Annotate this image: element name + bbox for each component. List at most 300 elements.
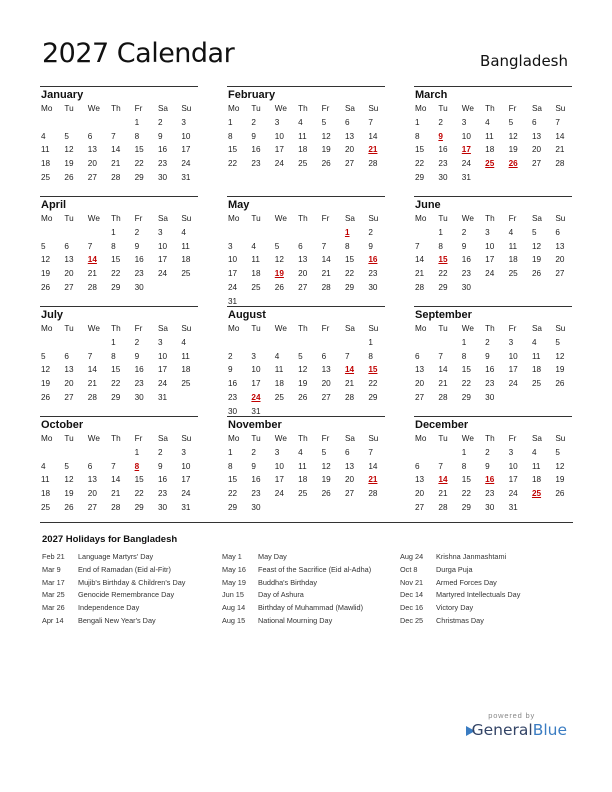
- day-cell: 17: [228, 269, 238, 279]
- day-cell: 10: [181, 461, 191, 471]
- day-cell: 23: [438, 159, 448, 169]
- day-cell: 25: [274, 392, 284, 402]
- month-september: [414, 306, 572, 405]
- holiday-item: [400, 615, 520, 628]
- day-cell: 11: [298, 461, 307, 471]
- holiday-date: Aug 15: [222, 615, 246, 625]
- day-cell: 4: [41, 461, 46, 471]
- day-cell: 10: [157, 351, 168, 361]
- day-cell: 5: [274, 241, 280, 251]
- holiday-day: 9: [438, 131, 443, 141]
- holiday-item: [400, 564, 520, 577]
- weekday-header: Sa: [157, 434, 168, 443]
- month-name: July: [41, 309, 64, 321]
- day-cell: 8: [228, 461, 233, 471]
- holiday-date: Nov 21: [400, 577, 424, 587]
- day-cell: 24: [485, 269, 495, 279]
- holiday-item: [42, 602, 185, 615]
- day-cell: 1: [438, 227, 443, 237]
- holiday-name: Bengali New Year's Day: [78, 615, 156, 625]
- day-cell: 10: [508, 461, 518, 471]
- day-cell: 10: [181, 131, 191, 141]
- day-cell: 4: [298, 117, 303, 127]
- brand-general: General: [471, 721, 533, 739]
- day-cell: 18: [531, 475, 542, 485]
- day-cell: 18: [181, 365, 191, 375]
- day-cell: 2: [251, 447, 256, 457]
- day-cell: 9: [134, 241, 140, 251]
- empty-cell: [63, 446, 86, 460]
- day-cell: 12: [321, 131, 331, 141]
- empty-cell: [63, 116, 86, 130]
- weekday-header: Fr: [321, 324, 330, 333]
- day-cell: 9: [251, 131, 256, 141]
- day-cell: 12: [41, 255, 51, 265]
- empty-cell: [274, 336, 297, 350]
- month-name: February: [228, 89, 276, 101]
- day-cell: 13: [64, 365, 74, 375]
- empty-cell: [437, 336, 460, 350]
- day-cell: 16: [157, 475, 168, 485]
- day-cell: 25: [298, 489, 308, 499]
- day-cell: 4: [274, 351, 280, 361]
- weekday-header: Th: [485, 214, 495, 223]
- day-cell: 11: [508, 241, 518, 251]
- day-cell: 29: [461, 502, 471, 512]
- day-cell: 24: [274, 489, 284, 499]
- day-cell: 26: [298, 392, 308, 402]
- holiday-name: Victory Day: [436, 603, 474, 613]
- empty-cell: [87, 446, 110, 460]
- day-cell: 13: [415, 475, 425, 485]
- day-cell: 6: [531, 117, 537, 127]
- day-cell: 1: [368, 337, 373, 347]
- day-cell: 23: [134, 269, 144, 279]
- day-cell: 16: [251, 145, 261, 155]
- weekday-header: Tu: [64, 324, 74, 333]
- day-cell: 3: [157, 227, 163, 237]
- day-cell: 13: [298, 255, 308, 265]
- empty-cell: [40, 336, 63, 350]
- weekday-header: Th: [298, 104, 308, 113]
- weekday-header: Su: [181, 324, 192, 333]
- day-cell: 12: [508, 131, 518, 141]
- day-cell: 28: [368, 489, 378, 499]
- day-cell: 28: [368, 159, 378, 169]
- day-cell: 26: [41, 392, 51, 402]
- day-cell: 11: [531, 351, 541, 361]
- holiday-item: [42, 615, 185, 628]
- empty-cell: [414, 226, 437, 240]
- holiday-date: May 16: [222, 564, 246, 574]
- day-cell: 20: [344, 475, 355, 485]
- day-cell: 24: [181, 489, 191, 499]
- day-cell: 19: [555, 475, 565, 485]
- month-june: [414, 196, 572, 295]
- day-cell: 22: [228, 159, 238, 169]
- weekday-header: We: [461, 324, 474, 333]
- day-cell: 30: [438, 172, 448, 182]
- holiday-item: [222, 589, 371, 602]
- holiday-day: 16: [368, 255, 378, 265]
- day-cell: 29: [228, 502, 238, 512]
- holiday-item: [222, 564, 371, 577]
- day-cell: 8: [344, 241, 350, 251]
- month-name: June: [415, 199, 441, 211]
- day-cell: 31: [251, 406, 261, 416]
- day-cell: 27: [415, 502, 425, 512]
- day-cell: 13: [87, 475, 97, 485]
- day-cell: 6: [415, 461, 420, 471]
- day-cell: 3: [181, 117, 186, 127]
- holiday-day: 25: [531, 489, 542, 499]
- holiday-name: Krishna Janmashtami: [436, 552, 507, 561]
- day-cell: 10: [461, 131, 471, 141]
- empty-cell: [250, 336, 273, 350]
- holiday-date: Mar 26: [42, 603, 65, 613]
- day-cell: 15: [111, 255, 121, 265]
- day-cell: 18: [531, 365, 542, 375]
- day-cell: 21: [321, 269, 331, 279]
- weekday-header: Th: [298, 324, 308, 333]
- day-cell: 19: [321, 475, 331, 485]
- day-cell: 24: [181, 159, 191, 169]
- month-grid: [227, 212, 385, 309]
- weekday-header: Sa: [531, 104, 542, 113]
- day-cell: 19: [508, 145, 518, 155]
- day-cell: 19: [41, 379, 51, 389]
- month-grid: [40, 432, 198, 515]
- month-grid: [414, 322, 572, 405]
- day-cell: 2: [157, 447, 163, 457]
- holiday-date: Dec 14: [400, 590, 424, 600]
- day-cell: 12: [531, 241, 542, 251]
- day-cell: 16: [251, 475, 261, 485]
- day-cell: 9: [461, 241, 467, 251]
- holiday-name: Christmas Day: [436, 615, 484, 625]
- empty-cell: [227, 226, 250, 240]
- month-february: [227, 86, 385, 171]
- weekday-header: Mo: [41, 434, 53, 443]
- day-cell: 15: [111, 365, 121, 375]
- day-cell: 29: [134, 172, 144, 182]
- empty-cell: [40, 226, 63, 240]
- weekday-header: Sa: [157, 324, 168, 333]
- day-cell: 17: [181, 145, 191, 155]
- day-cell: 9: [228, 365, 233, 375]
- day-cell: 24: [157, 269, 168, 279]
- weekday-header: Sa: [344, 104, 355, 113]
- day-cell: 24: [461, 159, 471, 169]
- empty-cell: [40, 116, 63, 130]
- day-cell: 9: [134, 351, 140, 361]
- day-cell: 17: [508, 365, 518, 375]
- holiday-name: Genocide Remembrance Day: [78, 590, 175, 600]
- weekday-header: Mo: [41, 104, 53, 113]
- holiday-day: 15: [368, 365, 378, 375]
- day-cell: 2: [251, 117, 256, 127]
- day-cell: 27: [321, 392, 331, 402]
- day-cell: 9: [157, 461, 163, 471]
- weekday-header: We: [87, 324, 100, 333]
- day-cell: 15: [134, 475, 144, 485]
- brand-blue: Blue: [532, 721, 567, 739]
- empty-cell: [87, 336, 110, 350]
- day-cell: 9: [157, 131, 163, 141]
- holiday-day: 16: [485, 475, 495, 485]
- day-cell: 20: [87, 159, 97, 169]
- day-cell: 1: [228, 117, 233, 127]
- weekday-header: Sa: [157, 214, 168, 223]
- day-cell: 29: [111, 392, 121, 402]
- holiday-date: Dec 16: [400, 603, 424, 613]
- day-cell: 11: [274, 365, 284, 375]
- day-cell: 12: [555, 351, 565, 361]
- holiday-item: [400, 589, 520, 602]
- day-cell: 3: [274, 447, 280, 457]
- day-cell: 2: [461, 227, 467, 237]
- day-cell: 17: [157, 255, 168, 265]
- day-cell: 9: [368, 241, 373, 251]
- day-cell: 7: [87, 241, 93, 251]
- day-cell: 7: [321, 241, 327, 251]
- holiday-day: 14: [438, 475, 448, 485]
- day-cell: 12: [321, 461, 331, 471]
- empty-cell: [110, 116, 133, 130]
- month-grid: [227, 322, 385, 419]
- day-cell: 29: [368, 392, 378, 402]
- holiday-name: National Mourning Day: [258, 615, 333, 625]
- day-cell: 30: [485, 392, 495, 402]
- weekday-header: Tu: [64, 434, 74, 443]
- month-april: [40, 196, 198, 295]
- day-cell: 27: [415, 392, 425, 402]
- day-cell: 8: [111, 351, 116, 361]
- day-cell: 29: [461, 392, 471, 402]
- holiday-column: [222, 551, 371, 628]
- powered-by-text: powered by: [488, 711, 535, 720]
- holiday-item: [400, 551, 520, 564]
- day-cell: 11: [531, 461, 541, 471]
- day-cell: 14: [111, 475, 121, 485]
- weekday-header: We: [274, 214, 287, 223]
- weekday-header: We: [274, 434, 287, 443]
- day-cell: 5: [64, 131, 69, 141]
- day-cell: 17: [485, 255, 495, 265]
- day-cell: 16: [134, 365, 144, 375]
- day-cell: 16: [134, 255, 144, 265]
- day-cell: 4: [181, 227, 186, 237]
- day-cell: 21: [87, 379, 97, 389]
- holiday-name: Day of Ashura: [258, 590, 304, 600]
- day-cell: 1: [134, 447, 140, 457]
- empty-cell: [227, 336, 250, 350]
- day-cell: 5: [321, 447, 327, 457]
- day-cell: 28: [87, 392, 97, 402]
- day-cell: 9: [485, 461, 490, 471]
- day-cell: 27: [64, 392, 74, 402]
- weekday-header: Sa: [344, 324, 355, 333]
- day-cell: 14: [555, 131, 565, 141]
- day-cell: 8: [111, 241, 116, 251]
- day-cell: 1: [111, 227, 116, 237]
- day-cell: 25: [531, 379, 542, 389]
- weekday-header: Fr: [134, 214, 143, 223]
- month-december: [414, 416, 572, 515]
- day-cell: 8: [438, 241, 443, 251]
- day-cell: 26: [555, 379, 565, 389]
- weekday-header: Th: [298, 214, 308, 223]
- holiday-day: 24: [251, 392, 261, 402]
- day-cell: 22: [134, 159, 144, 169]
- day-cell: 16: [461, 255, 471, 265]
- month-grid: [40, 102, 198, 185]
- day-cell: 10: [251, 365, 261, 375]
- day-cell: 1: [415, 117, 420, 127]
- day-cell: 31: [461, 172, 471, 182]
- weekday-header: Fr: [321, 214, 330, 223]
- day-cell: 11: [41, 475, 50, 485]
- weekday-header: Tu: [438, 214, 448, 223]
- day-cell: 12: [274, 255, 284, 265]
- holiday-name: Independence Day: [78, 603, 140, 613]
- holiday-day: 14: [87, 255, 97, 265]
- empty-cell: [63, 336, 86, 350]
- weekday-header: We: [461, 214, 474, 223]
- day-cell: 12: [41, 365, 51, 375]
- month-grid: [414, 212, 572, 295]
- country-name: Bangladesh: [480, 52, 568, 70]
- day-cell: 20: [298, 269, 308, 279]
- day-cell: 24: [157, 379, 168, 389]
- empty-cell: [40, 446, 63, 460]
- empty-cell: [87, 116, 110, 130]
- day-cell: 13: [344, 461, 355, 471]
- empty-cell: [297, 226, 320, 240]
- month-name: October: [41, 419, 84, 431]
- weekday-header: Su: [555, 214, 566, 223]
- month-grid: [227, 102, 385, 171]
- weekday-header: Su: [368, 434, 379, 443]
- day-cell: 24: [508, 489, 518, 499]
- day-cell: 7: [368, 117, 373, 127]
- holiday-date: Oct 8: [400, 564, 418, 574]
- weekday-header: We: [461, 104, 474, 113]
- day-cell: 6: [87, 461, 93, 471]
- day-cell: 25: [251, 282, 261, 292]
- day-cell: 17: [181, 475, 191, 485]
- weekday-header: Tu: [251, 434, 261, 443]
- weekday-header: Mo: [41, 324, 53, 333]
- weekday-header: Sa: [344, 434, 355, 443]
- month-january: [40, 86, 198, 185]
- day-cell: 14: [87, 365, 97, 375]
- holiday-name: Feast of the Sacrifice (Eid al-Adha): [258, 564, 372, 574]
- day-cell: 19: [41, 269, 51, 279]
- day-cell: 3: [181, 447, 186, 457]
- day-cell: 23: [251, 489, 261, 499]
- day-cell: 4: [41, 131, 46, 141]
- day-cell: 26: [64, 172, 74, 182]
- day-cell: 13: [415, 365, 425, 375]
- day-cell: 6: [555, 227, 560, 237]
- holiday-date: May 19: [222, 577, 246, 587]
- day-cell: 13: [344, 131, 355, 141]
- day-cell: 17: [274, 145, 284, 155]
- day-cell: 20: [87, 489, 97, 499]
- day-cell: 3: [157, 337, 163, 347]
- weekday-header: Th: [111, 324, 121, 333]
- day-cell: 6: [64, 351, 69, 361]
- day-cell: 5: [508, 117, 514, 127]
- weekday-header: Fr: [134, 104, 143, 113]
- day-cell: 12: [64, 145, 74, 155]
- day-cell: 31: [181, 502, 191, 512]
- month-name: September: [415, 309, 472, 321]
- day-cell: 25: [508, 269, 518, 279]
- day-cell: 5: [531, 227, 537, 237]
- day-cell: 2: [134, 337, 140, 347]
- brand-logo[interactable]: [472, 721, 567, 739]
- holiday-item: [400, 602, 520, 615]
- day-cell: 23: [251, 159, 261, 169]
- day-cell: 26: [531, 269, 542, 279]
- day-cell: 23: [134, 379, 144, 389]
- day-cell: 22: [111, 379, 121, 389]
- day-cell: 17: [157, 365, 168, 375]
- day-cell: 20: [321, 379, 331, 389]
- day-cell: 1: [461, 337, 467, 347]
- day-cell: 6: [298, 241, 303, 251]
- month-grid: [414, 432, 572, 515]
- day-cell: 31: [181, 172, 191, 182]
- day-cell: 13: [531, 131, 542, 141]
- month-name: April: [41, 199, 67, 211]
- day-cell: 18: [274, 379, 284, 389]
- day-cell: 16: [228, 379, 238, 389]
- day-cell: 20: [344, 145, 355, 155]
- day-cell: 4: [181, 337, 186, 347]
- weekday-header: Th: [485, 324, 495, 333]
- day-cell: 16: [157, 145, 168, 155]
- day-cell: 7: [438, 461, 443, 471]
- holiday-item: [222, 577, 371, 590]
- day-cell: 18: [298, 475, 308, 485]
- holiday-date: Mar 17: [42, 577, 65, 587]
- weekday-header: Fr: [321, 104, 330, 113]
- weekday-header: Th: [485, 434, 495, 443]
- day-cell: 20: [415, 489, 425, 499]
- empty-cell: [87, 226, 110, 240]
- weekday-header: We: [87, 214, 100, 223]
- day-cell: 30: [461, 282, 471, 292]
- weekday-header: We: [274, 324, 287, 333]
- day-cell: 3: [251, 351, 256, 361]
- day-cell: 8: [368, 351, 373, 361]
- day-cell: 28: [415, 282, 425, 292]
- holiday-name: Mujib's Birthday & Children's Day: [78, 577, 186, 587]
- day-cell: 7: [87, 351, 93, 361]
- day-cell: 21: [111, 159, 121, 169]
- month-name: August: [228, 309, 266, 321]
- weekday-header: Th: [298, 434, 308, 443]
- weekday-header: Mo: [228, 104, 240, 113]
- day-cell: 10: [274, 131, 284, 141]
- day-cell: 19: [321, 145, 331, 155]
- day-cell: 24: [274, 159, 284, 169]
- day-cell: 25: [181, 379, 191, 389]
- day-cell: 7: [344, 351, 350, 361]
